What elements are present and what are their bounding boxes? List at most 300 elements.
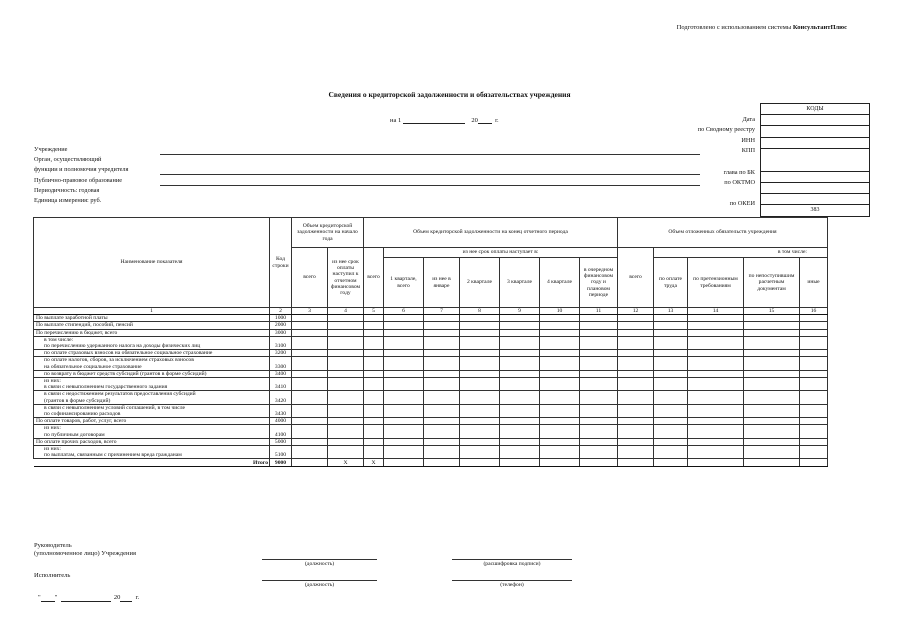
value-cell[interactable] bbox=[800, 425, 828, 438]
label-founder-1: Орган, осуществляющий bbox=[34, 156, 102, 163]
value-cell[interactable] bbox=[540, 404, 580, 417]
label-bk: глава по БК bbox=[723, 169, 755, 176]
value-cell[interactable] bbox=[654, 418, 688, 425]
value-cell[interactable] bbox=[618, 322, 654, 329]
value-cell[interactable] bbox=[328, 329, 364, 336]
value-cell[interactable] bbox=[540, 322, 580, 329]
value-cell[interactable] bbox=[580, 315, 618, 322]
value-cell[interactable] bbox=[384, 370, 424, 377]
row-code: 3100 bbox=[270, 336, 292, 349]
value-cell[interactable] bbox=[618, 404, 654, 417]
value-cell[interactable] bbox=[618, 446, 654, 459]
value-cell[interactable] bbox=[364, 350, 384, 357]
value-cell[interactable] bbox=[688, 315, 744, 322]
value-cell[interactable] bbox=[580, 357, 618, 370]
value-cell[interactable] bbox=[328, 370, 364, 377]
value-cell[interactable] bbox=[654, 336, 688, 349]
value-cell[interactable] bbox=[292, 425, 328, 438]
value-cell[interactable] bbox=[744, 446, 800, 459]
value-cell[interactable] bbox=[424, 425, 460, 438]
table-row bbox=[34, 336, 828, 349]
executor-position-caption: (должность) bbox=[304, 582, 335, 588]
cell[interactable] bbox=[800, 459, 828, 467]
value-cell[interactable] bbox=[744, 336, 800, 349]
value-cell[interactable] bbox=[328, 336, 364, 349]
value-cell[interactable] bbox=[500, 425, 540, 438]
value-cell[interactable] bbox=[384, 350, 424, 357]
value-cell[interactable] bbox=[424, 391, 460, 404]
code-oktmo[interactable] bbox=[761, 182, 870, 193]
value-cell[interactable] bbox=[384, 322, 424, 329]
value-cell[interactable] bbox=[364, 391, 384, 404]
value-cell[interactable] bbox=[540, 425, 580, 438]
value-cell[interactable] bbox=[688, 378, 744, 391]
row-name: из них: по публичным договорам bbox=[34, 425, 270, 438]
value-cell[interactable] bbox=[424, 322, 460, 329]
col-def-other: иные bbox=[800, 258, 828, 308]
table-row bbox=[34, 350, 828, 357]
value-cell[interactable] bbox=[654, 391, 688, 404]
value-cell[interactable] bbox=[500, 438, 540, 445]
executor-position-line[interactable] bbox=[262, 580, 377, 581]
value-cell[interactable] bbox=[580, 418, 618, 425]
value-cell[interactable] bbox=[744, 350, 800, 357]
codes-header: КОДЫ bbox=[761, 104, 870, 115]
col-begin-total: всего bbox=[292, 248, 328, 308]
value-cell[interactable] bbox=[328, 322, 364, 329]
value-cell[interactable] bbox=[744, 322, 800, 329]
value-cell[interactable] bbox=[744, 370, 800, 377]
value-cell[interactable] bbox=[292, 336, 328, 349]
value-cell[interactable] bbox=[654, 329, 688, 336]
value-cell[interactable] bbox=[460, 438, 500, 445]
value-cell[interactable] bbox=[540, 336, 580, 349]
value-cell[interactable] bbox=[500, 391, 540, 404]
cell[interactable] bbox=[580, 459, 618, 467]
value-cell[interactable] bbox=[744, 418, 800, 425]
value-cell[interactable] bbox=[384, 438, 424, 445]
value-cell[interactable] bbox=[688, 438, 744, 445]
value-cell[interactable] bbox=[500, 357, 540, 370]
value-cell[interactable] bbox=[744, 378, 800, 391]
value-cell[interactable] bbox=[424, 336, 460, 349]
value-cell[interactable] bbox=[744, 329, 800, 336]
value-cell[interactable] bbox=[424, 350, 460, 357]
head-position-line[interactable] bbox=[262, 559, 377, 560]
label-registry: по Сводному реестру bbox=[697, 126, 755, 133]
col-def-labor: по оплате труда bbox=[654, 258, 688, 308]
value-cell[interactable] bbox=[688, 357, 744, 370]
value-cell[interactable] bbox=[384, 336, 424, 349]
value-cell[interactable] bbox=[800, 329, 828, 336]
value-cell[interactable] bbox=[292, 315, 328, 322]
total-row bbox=[34, 459, 828, 467]
table-row bbox=[34, 370, 828, 377]
value-cell[interactable] bbox=[292, 329, 328, 336]
table-row bbox=[34, 329, 828, 336]
value-cell[interactable] bbox=[292, 370, 328, 377]
row-code: 5000 bbox=[270, 438, 292, 445]
sign-date-day-blank[interactable] bbox=[41, 594, 55, 602]
value-cell[interactable] bbox=[744, 357, 800, 370]
col-def-claims: по претензионным требованиям bbox=[688, 258, 744, 308]
executor-phone-line[interactable] bbox=[452, 580, 572, 581]
value-cell[interactable] bbox=[580, 438, 618, 445]
value-cell[interactable] bbox=[580, 329, 618, 336]
value-cell[interactable] bbox=[618, 378, 654, 391]
table-row bbox=[34, 425, 828, 438]
value-cell[interactable] bbox=[580, 391, 618, 404]
head-label-1: Руководитель bbox=[34, 542, 72, 549]
value-cell[interactable] bbox=[540, 446, 580, 459]
value-cell[interactable] bbox=[618, 418, 654, 425]
value-cell[interactable] bbox=[500, 315, 540, 322]
label-okei: по ОКЕИ bbox=[729, 200, 755, 207]
table-row bbox=[34, 315, 828, 322]
value-cell[interactable] bbox=[618, 336, 654, 349]
label-institution: Учреждение bbox=[34, 146, 68, 153]
value-cell[interactable] bbox=[800, 322, 828, 329]
value-cell[interactable] bbox=[654, 446, 688, 459]
value-cell[interactable] bbox=[364, 336, 384, 349]
value-cell[interactable] bbox=[292, 418, 328, 425]
value-cell[interactable] bbox=[744, 391, 800, 404]
value-cell[interactable] bbox=[500, 336, 540, 349]
code-kpp[interactable] bbox=[761, 148, 870, 171]
value-cell[interactable] bbox=[460, 315, 500, 322]
public-entity-field-line[interactable] bbox=[160, 185, 700, 186]
value-cell[interactable] bbox=[364, 404, 384, 417]
value-cell[interactable] bbox=[364, 438, 384, 445]
value-cell[interactable] bbox=[688, 425, 744, 438]
value-cell[interactable] bbox=[744, 438, 800, 445]
value-cell[interactable] bbox=[460, 350, 500, 357]
value-cell[interactable] bbox=[580, 404, 618, 417]
codes-box bbox=[760, 103, 870, 217]
value-cell[interactable] bbox=[540, 357, 580, 370]
value-cell[interactable] bbox=[292, 446, 328, 459]
cell[interactable] bbox=[292, 459, 328, 467]
value-cell[interactable] bbox=[540, 438, 580, 445]
value-cell[interactable] bbox=[500, 418, 540, 425]
value-cell[interactable] bbox=[328, 350, 364, 357]
cell[interactable] bbox=[500, 459, 540, 467]
value-cell[interactable] bbox=[384, 446, 424, 459]
col-group-deferred: Объем отложенных обязательств учреждения bbox=[618, 218, 828, 248]
brand-name: КонсультантПлюс bbox=[792, 24, 847, 31]
value-cell[interactable] bbox=[364, 418, 384, 425]
value-cell[interactable] bbox=[460, 446, 500, 459]
value-cell[interactable] bbox=[654, 404, 688, 417]
value-cell[interactable] bbox=[800, 418, 828, 425]
row-code: 3000 bbox=[270, 329, 292, 336]
value-cell[interactable] bbox=[688, 446, 744, 459]
label-public-entity: Публично-правовое образование bbox=[34, 177, 122, 184]
value-cell[interactable] bbox=[364, 357, 384, 370]
value-cell[interactable] bbox=[424, 404, 460, 417]
value-cell[interactable] bbox=[540, 315, 580, 322]
value-cell[interactable] bbox=[540, 370, 580, 377]
value-cell[interactable] bbox=[424, 357, 460, 370]
value-cell[interactable] bbox=[364, 378, 384, 391]
code-okei: 383 bbox=[761, 205, 870, 216]
cell[interactable] bbox=[654, 459, 688, 467]
value-cell[interactable] bbox=[688, 350, 744, 357]
value-cell[interactable] bbox=[328, 404, 364, 417]
value-cell[interactable] bbox=[424, 378, 460, 391]
value-cell[interactable] bbox=[654, 350, 688, 357]
value-cell[interactable] bbox=[800, 378, 828, 391]
value-cell[interactable] bbox=[580, 370, 618, 377]
value-cell[interactable] bbox=[800, 370, 828, 377]
value-cell[interactable] bbox=[364, 329, 384, 336]
value-cell[interactable] bbox=[500, 370, 540, 377]
value-cell[interactable] bbox=[328, 418, 364, 425]
table-row bbox=[34, 418, 828, 425]
value-cell[interactable] bbox=[364, 315, 384, 322]
value-cell[interactable] bbox=[500, 322, 540, 329]
value-cell[interactable] bbox=[292, 350, 328, 357]
value-cell[interactable] bbox=[500, 350, 540, 357]
value-cell[interactable] bbox=[654, 357, 688, 370]
value-cell[interactable] bbox=[384, 391, 424, 404]
date-year-blank[interactable] bbox=[478, 116, 492, 124]
value-cell[interactable] bbox=[618, 315, 654, 322]
value-cell[interactable] bbox=[744, 315, 800, 322]
value-cell[interactable] bbox=[540, 329, 580, 336]
label-founder-2: функции и полномочия учредителя bbox=[34, 166, 129, 173]
value-cell[interactable] bbox=[580, 425, 618, 438]
value-cell[interactable] bbox=[800, 404, 828, 417]
row-code: 3300 bbox=[270, 357, 292, 370]
row-name: По оплате товаров, работ, услуг, всего bbox=[34, 418, 270, 425]
col-def-docs: по непоступившим расчетным документам bbox=[744, 258, 800, 308]
value-cell[interactable] bbox=[500, 404, 540, 417]
value-cell[interactable] bbox=[424, 438, 460, 445]
col-group-end: Объем кредиторской задолженности на конец отчетного периода bbox=[364, 218, 618, 248]
col-end-total: всего bbox=[364, 248, 384, 308]
value-cell[interactable] bbox=[424, 446, 460, 459]
value-cell[interactable] bbox=[654, 322, 688, 329]
row-code: 1000 bbox=[270, 315, 292, 322]
value-cell[interactable] bbox=[540, 350, 580, 357]
x-mark: X bbox=[364, 459, 384, 467]
code-spacer bbox=[761, 194, 870, 205]
value-cell[interactable] bbox=[654, 315, 688, 322]
code-bk[interactable] bbox=[761, 171, 870, 182]
value-cell[interactable] bbox=[618, 350, 654, 357]
value-cell[interactable] bbox=[364, 446, 384, 459]
code-date[interactable] bbox=[761, 115, 870, 126]
value-cell[interactable] bbox=[540, 418, 580, 425]
value-cell[interactable] bbox=[460, 329, 500, 336]
institution-field-line[interactable] bbox=[160, 154, 700, 155]
cell[interactable] bbox=[540, 459, 580, 467]
value-cell[interactable] bbox=[654, 370, 688, 377]
value-cell[interactable] bbox=[424, 418, 460, 425]
value-cell[interactable] bbox=[800, 438, 828, 445]
row-name: по оплате налогов, сборов, за исключением страховых взносов на обязательное социальное страхование bbox=[34, 357, 270, 370]
value-cell[interactable] bbox=[744, 404, 800, 417]
value-cell[interactable] bbox=[580, 446, 618, 459]
value-cell[interactable] bbox=[744, 425, 800, 438]
row-code: 2000 bbox=[270, 322, 292, 329]
value-cell[interactable] bbox=[654, 425, 688, 438]
value-cell[interactable] bbox=[654, 438, 688, 445]
value-cell[interactable] bbox=[460, 357, 500, 370]
value-cell[interactable] bbox=[328, 315, 364, 322]
value-cell[interactable] bbox=[540, 391, 580, 404]
cell[interactable] bbox=[384, 459, 424, 467]
cell[interactable] bbox=[744, 459, 800, 467]
row-name: в том числе: по перечислению удержанного налога на доходы физических лиц bbox=[34, 336, 270, 349]
value-cell[interactable] bbox=[800, 315, 828, 322]
value-cell[interactable] bbox=[292, 391, 328, 404]
col-end-due-group: из нее срок оплаты наступает в: bbox=[384, 248, 618, 258]
report-date-line: на 1 20 г. bbox=[390, 117, 499, 124]
cell[interactable] bbox=[460, 459, 500, 467]
value-cell[interactable] bbox=[500, 378, 540, 391]
value-cell[interactable] bbox=[328, 357, 364, 370]
value-cell[interactable] bbox=[292, 322, 328, 329]
value-cell[interactable] bbox=[364, 370, 384, 377]
value-cell[interactable] bbox=[688, 329, 744, 336]
col-q2: 2 квартале bbox=[460, 258, 500, 308]
table-row bbox=[34, 357, 828, 370]
row-name: По выплате стипендий, пособий, пенсий bbox=[34, 322, 270, 329]
value-cell[interactable] bbox=[688, 404, 744, 417]
value-cell[interactable] bbox=[292, 357, 328, 370]
head-label-2: (уполномоченное лицо) Учреждения bbox=[34, 550, 136, 557]
x-mark: X bbox=[328, 459, 364, 467]
table-row bbox=[34, 378, 828, 391]
col-header-code: Код строки bbox=[270, 218, 292, 308]
value-cell[interactable] bbox=[384, 418, 424, 425]
col-jan: из нее в январе bbox=[424, 258, 460, 308]
value-cell[interactable] bbox=[688, 336, 744, 349]
value-cell[interactable] bbox=[618, 370, 654, 377]
value-cell[interactable] bbox=[540, 378, 580, 391]
row-code: 3430 bbox=[270, 404, 292, 417]
row-name: из них: по выплатам, связанным с причинением вреда гражданам bbox=[34, 446, 270, 459]
value-cell[interactable] bbox=[580, 322, 618, 329]
value-cell[interactable] bbox=[328, 438, 364, 445]
value-cell[interactable] bbox=[460, 418, 500, 425]
value-cell[interactable] bbox=[460, 391, 500, 404]
value-cell[interactable] bbox=[500, 446, 540, 459]
value-cell[interactable] bbox=[384, 357, 424, 370]
value-cell[interactable] bbox=[328, 425, 364, 438]
sign-date-year-blank[interactable] bbox=[120, 594, 132, 602]
head-decode-line[interactable] bbox=[452, 559, 572, 560]
label-unit: Единица измерения: руб. bbox=[34, 197, 102, 204]
value-cell[interactable] bbox=[364, 322, 384, 329]
row-code: 3400 bbox=[270, 370, 292, 377]
value-cell[interactable] bbox=[328, 446, 364, 459]
table-row bbox=[34, 404, 828, 417]
code-inn[interactable] bbox=[761, 137, 870, 148]
row-name: по оплате страховых взносов на обязательное социальное страхование bbox=[34, 350, 270, 357]
value-cell[interactable] bbox=[688, 418, 744, 425]
cell[interactable] bbox=[618, 459, 654, 467]
table-row bbox=[34, 391, 828, 404]
value-cell[interactable] bbox=[384, 404, 424, 417]
value-cell[interactable] bbox=[580, 378, 618, 391]
sign-date-month-blank[interactable] bbox=[61, 594, 111, 602]
value-cell[interactable] bbox=[384, 329, 424, 336]
table-row bbox=[34, 446, 828, 459]
value-cell[interactable] bbox=[424, 315, 460, 322]
founder-field-line[interactable] bbox=[160, 174, 700, 175]
value-cell[interactable] bbox=[328, 378, 364, 391]
value-cell[interactable] bbox=[800, 391, 828, 404]
col-next: в очередном финансовом году и плановом периоде bbox=[580, 258, 618, 308]
value-cell[interactable] bbox=[618, 357, 654, 370]
value-cell[interactable] bbox=[424, 329, 460, 336]
value-cell[interactable] bbox=[688, 322, 744, 329]
date-day-month-blank[interactable] bbox=[403, 116, 465, 124]
value-cell[interactable] bbox=[424, 370, 460, 377]
value-cell[interactable] bbox=[460, 322, 500, 329]
row-code: 5100 bbox=[270, 446, 292, 459]
cell[interactable] bbox=[424, 459, 460, 467]
value-cell[interactable] bbox=[460, 404, 500, 417]
code-registry[interactable] bbox=[761, 126, 870, 137]
value-cell[interactable] bbox=[460, 370, 500, 377]
value-cell[interactable] bbox=[618, 391, 654, 404]
value-cell[interactable] bbox=[618, 438, 654, 445]
value-cell[interactable] bbox=[364, 425, 384, 438]
total-label: Итого bbox=[34, 459, 270, 467]
value-cell[interactable] bbox=[460, 425, 500, 438]
value-cell[interactable] bbox=[688, 370, 744, 377]
executor-label: Исполнитель bbox=[34, 572, 71, 579]
label-periodicity: Периодичность: годовая bbox=[34, 187, 100, 194]
executor-phone-caption: (телефон) bbox=[500, 582, 524, 588]
value-cell[interactable] bbox=[328, 391, 364, 404]
row-code: 3200 bbox=[270, 350, 292, 357]
value-cell[interactable] bbox=[292, 378, 328, 391]
value-cell[interactable] bbox=[800, 446, 828, 459]
label-inn: ИНН bbox=[741, 137, 755, 144]
value-cell[interactable] bbox=[460, 378, 500, 391]
value-cell[interactable] bbox=[384, 315, 424, 322]
value-cell[interactable] bbox=[292, 404, 328, 417]
value-cell[interactable] bbox=[500, 329, 540, 336]
cell[interactable] bbox=[688, 459, 744, 467]
col-def-total: всего bbox=[618, 248, 654, 308]
col-q3: 3 квартале bbox=[500, 258, 540, 308]
value-cell[interactable] bbox=[800, 350, 828, 357]
value-cell[interactable] bbox=[384, 425, 424, 438]
value-cell[interactable] bbox=[384, 378, 424, 391]
value-cell[interactable] bbox=[580, 336, 618, 349]
row-name: в связи с невыполнением условий соглашений, в том числе по софинансированию расходов bbox=[34, 404, 270, 417]
value-cell[interactable] bbox=[292, 438, 328, 445]
value-cell[interactable] bbox=[618, 329, 654, 336]
value-cell[interactable] bbox=[800, 336, 828, 349]
value-cell[interactable] bbox=[800, 357, 828, 370]
value-cell[interactable] bbox=[618, 425, 654, 438]
value-cell[interactable] bbox=[460, 336, 500, 349]
value-cell[interactable] bbox=[580, 350, 618, 357]
head-position-caption: (должность) bbox=[304, 561, 335, 567]
row-code: 4000 bbox=[270, 418, 292, 425]
col-header-name: Наименование показателя bbox=[34, 218, 270, 308]
value-cell[interactable] bbox=[654, 378, 688, 391]
value-cell[interactable] bbox=[688, 391, 744, 404]
row-name: По оплате прочих расходов, всего bbox=[34, 438, 270, 445]
